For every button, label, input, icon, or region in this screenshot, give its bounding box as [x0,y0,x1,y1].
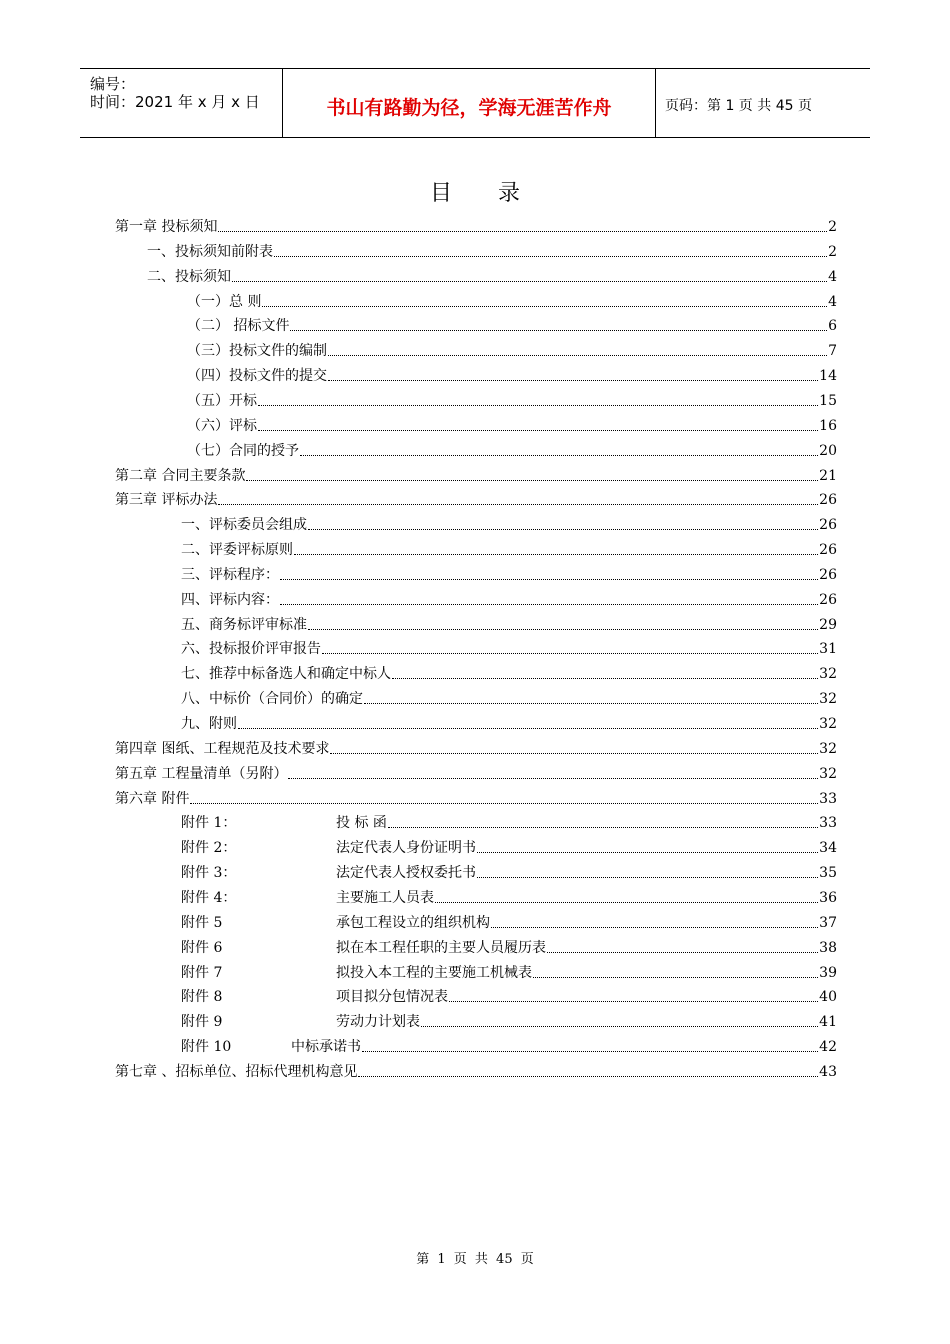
toc-entry-page-number: 7 [828,343,837,360]
toc-dot-leader [421,1026,818,1027]
toc-entry[interactable] [115,788,837,810]
toc-entry-label [187,291,261,313]
toc-entry-label [181,1036,361,1058]
toc-entry-title: 中标承诺书 [291,1039,361,1056]
toc-entry-title: 第六章 附件 [115,790,190,807]
toc-dot-leader [449,1001,818,1002]
toc-entry-title: 第三章 评标办法 [115,492,218,509]
toc-entry-title: （六）评标 [187,417,257,434]
header-right-cell [655,69,870,137]
toc-entry-label [181,862,476,884]
toc-entry[interactable] [187,340,837,362]
toc-entry[interactable] [115,738,837,760]
toc-entry-page-number: 4 [828,268,837,285]
toc-entry-title: 第五章 工程量清单（另附） [115,765,288,782]
toc-dot-leader [322,653,818,654]
toc-entry-title: 项目拟分包情况表 [336,989,448,1006]
toc-entry-title: （七）合同的授予 [187,442,299,459]
toc-entry-title: （三）投标文件的编制 [187,343,327,360]
toc-entry-page-number: 37 [819,914,837,931]
toc-entry-label [181,1011,420,1033]
toc-entry-title: 劳动力计划表 [336,1014,420,1031]
toc-entry[interactable] [181,837,837,859]
toc-dot-leader [388,827,818,828]
toc-entry-page-number: 32 [819,740,837,757]
toc-entry[interactable] [187,365,837,387]
toc-entry-page-number: 31 [819,641,837,658]
toc-entry[interactable] [115,465,837,487]
toc-entry[interactable] [181,564,837,586]
toc-entry-label [181,688,363,710]
toc-entry-title: 第四章 图纸、工程规范及技术要求 [115,740,330,757]
toc-dot-leader [547,952,818,953]
toc-dot-leader [274,256,827,257]
toc-dot-leader [328,355,827,356]
toc-dot-leader [330,753,818,754]
toc-entry-attachment-number: 附件 7 [181,964,223,981]
toc-entry[interactable] [115,1061,837,1083]
toc-entry[interactable] [181,713,837,735]
toc-dot-leader [190,803,818,804]
toc-entry-label [187,390,257,412]
toc-entry-title: 二、评委评标原则 [181,542,293,559]
toc-entry-label [187,315,289,337]
toc-entry-title: 四、评标内容： [181,591,279,608]
toc-entry-label [181,713,237,735]
toc-entry-attachment-number: 附件 4： [181,889,237,906]
toc-entry-title: 六、投标报价评审报告 [181,641,321,658]
toc-entry-page-number: 40 [819,989,837,1006]
toc-entry-page-number: 32 [819,716,837,732]
toc-entry[interactable] [181,688,837,710]
toc-entry-attachment-number: 附件 8 [181,989,223,1006]
toc-dot-leader [308,629,818,630]
toc-entry[interactable] [181,862,837,884]
toc-entry-page-number: 33 [819,815,837,832]
toc-entry-label [115,763,287,785]
toc-entry[interactable] [181,986,837,1008]
toc-entry-label [181,887,434,909]
toc-entry-title: 法定代表人授权委托书 [336,865,476,882]
toc-entry-title: 一、投标须知前附表 [147,243,273,260]
toc-entry-attachment-number: 附件 5 [181,914,223,931]
toc-entry-attachment-number: 附件 9 [181,1014,223,1031]
toc-entry-label [181,986,448,1008]
toc-entry-title: 第七章 、招标单位、招标代理机构意见 [115,1063,358,1080]
toc-dot-leader [262,306,827,307]
toc-entry-page-number: 16 [819,417,837,434]
toc-entry-page-number: 42 [819,1039,837,1056]
toc-entry-label [181,937,546,959]
toc-entry-title: 九、附则 [181,716,237,732]
toc-entry-page-number: 38 [819,939,837,956]
toc-entry-title: 第一章 投标须知 [115,219,218,235]
toc-entry-title: 拟投入本工程的主要施工机械表 [336,964,532,981]
toc-entry-page-number: 26 [819,492,837,509]
toc-entry-attachment-number: 附件 2： [181,840,237,857]
toc-dot-leader [294,554,818,555]
toc-entry-label [181,614,307,636]
toc-entry[interactable] [181,638,837,660]
toc-entry[interactable] [187,291,837,313]
toc-dot-leader [280,579,818,580]
toc-entry[interactable] [115,489,837,511]
toc-entry[interactable] [181,962,837,984]
toc-entry-title: 三、评标程序： [181,566,279,583]
toc-entry-title: （二） 招标文件 [187,318,290,335]
toc-entry[interactable] [181,1011,837,1033]
toc-dot-leader [218,231,827,232]
toc-dot-leader [290,330,827,331]
toc-entry[interactable] [187,415,837,437]
toc-dot-leader [477,877,818,878]
toc-dot-leader [280,604,818,605]
toc-entry-label [115,465,245,487]
toc-entry-title: 二、投标须知 [147,268,231,285]
toc-entry-page-number: 21 [819,467,837,484]
toc-entry-page-number: 36 [819,889,837,906]
toc-entry[interactable] [181,614,837,636]
toc-entry[interactable] [187,315,837,337]
toc-dot-leader [358,1076,818,1077]
toc-entry-title: （一）总 则 [187,293,262,310]
toc-entry-title: 投 标 函 [336,815,387,832]
toc-entry-attachment-number: 附件 10 [181,1039,232,1056]
document-date-label: 时间：2021 年 x 月 x 日 [90,93,260,111]
toc-entry-page-number: 4 [828,293,837,310]
toc-dot-leader [364,703,818,704]
toc-entry-page-number: 26 [819,566,837,583]
toc-entry-label [115,489,217,511]
toc-entry-page-number: 14 [819,368,837,385]
toc-entry[interactable] [181,589,837,611]
toc-dot-leader [392,678,818,679]
toc-entry-label [147,266,231,288]
toc-entry[interactable] [181,1036,837,1058]
toc-entry[interactable] [181,539,837,561]
toc-entry-page-number: 26 [819,542,837,559]
toc-entry-title: 主要施工人员表 [336,889,434,906]
toc-entry-label [181,589,279,611]
toc-entry-attachment-number: 附件 3： [181,865,237,882]
toc-entry[interactable] [147,241,837,263]
toc-entry-label [181,638,321,660]
toc-entry-title: 法定代表人身份证明书 [336,840,476,857]
toc-dot-leader [258,430,818,431]
toc-dot-leader [246,480,818,481]
toc-entry[interactable] [115,763,837,785]
toc-entry[interactable] [181,937,837,959]
toc-dot-leader [308,529,818,530]
toc-entry[interactable] [181,514,837,536]
toc-entry-label [147,241,273,263]
page-footer: 第 1 页 共 45 页 [416,1252,534,1267]
toc-dot-leader [288,778,818,779]
toc-entry-title: 一、评标委员会组成 [181,517,307,534]
toc-dot-leader [328,380,818,381]
toc-dot-leader [218,504,818,505]
toc-entry-page-number: 32 [819,666,837,683]
toc-entry-label [181,663,391,685]
toc-entry-label [115,738,329,760]
toc-entry-title: 承包工程设立的组织机构 [336,914,490,931]
toc-entry-label [181,962,532,984]
header-motto: 书山有路勤为径，学海无涯苦作舟 [326,97,612,119]
toc-dot-leader [491,927,818,928]
toc-entry-label [187,440,299,462]
toc-entry-label [115,788,189,810]
toc-entry-attachment-number: 附件 1： [181,815,237,832]
toc-entry-page-number: 32 [819,765,837,782]
toc-entry[interactable] [187,390,837,412]
toc-entry-label [181,837,476,859]
toc-entry-page-number: 41 [819,1014,837,1031]
toc-entry-page-number: 26 [819,591,837,608]
header-page-info: 页码：第 1 页 共 45 页 [665,98,812,114]
toc-dot-leader [232,281,827,282]
document-number-label: 编号： [90,75,136,93]
toc-dot-leader [258,405,818,406]
toc-entry[interactable] [187,440,837,462]
toc-entry-label [181,812,387,834]
toc-entry-page-number: 26 [819,517,837,534]
toc-entry-title: 七、推荐中标备选人和确定中标人 [181,666,391,683]
toc-entry-title: 第二章 合同主要条款 [115,467,246,484]
toc-entry-page-number: 32 [819,691,837,708]
page-header [80,68,870,138]
toc-title: 目录 [429,181,566,206]
toc-entry-title: （四）投标文件的提交 [187,368,327,385]
toc-entry[interactable] [181,663,837,685]
toc-entry[interactable] [181,912,837,934]
toc-entry-label [115,1061,357,1083]
toc-entry-page-number: 34 [819,840,837,857]
toc-entry-page-number: 2 [828,243,837,260]
toc-entry-label [187,415,257,437]
toc-entry-page-number: 33 [819,790,837,807]
toc-dot-leader [435,902,818,903]
toc-entry[interactable] [115,216,837,238]
toc-entry-label [181,539,293,561]
toc-entry[interactable] [181,887,837,909]
toc-entry-page-number: 39 [819,964,837,981]
toc-entry[interactable] [181,812,837,834]
toc-entry-page-number: 2 [828,219,837,235]
toc-dot-leader [533,977,818,978]
toc-entry[interactable] [147,266,837,288]
toc-entry-title: 五、商务标评审标准 [181,616,307,633]
toc-entry-page-number: 29 [819,616,837,633]
toc-entry-attachment-number: 附件 6 [181,939,223,956]
header-left-cell [80,69,282,137]
toc-dot-leader [238,728,818,729]
toc-entry-label [181,912,490,934]
header-middle-cell [282,69,656,137]
toc-entry-page-number: 15 [819,392,837,409]
toc-entry-page-number: 43 [819,1063,837,1080]
toc-entry-label [181,514,307,536]
toc-entry-title: （五）开标 [187,392,257,409]
toc-dot-leader [300,455,818,456]
toc-entry-label [181,564,279,586]
toc-dot-leader [477,852,818,853]
toc-entry-page-number: 6 [828,318,837,335]
toc-entry-title: 八、中标价（合同价）的确定 [181,691,363,708]
toc-entry-title: 拟在本工程任职的主要人员履历表 [336,939,546,956]
toc-entry-label [187,365,327,387]
toc-entry-label [115,216,217,238]
toc-dot-leader [362,1051,818,1052]
toc-entry-page-number: 20 [819,442,837,459]
toc-entry-page-number: 35 [819,865,837,882]
toc-entry-label [187,340,327,362]
